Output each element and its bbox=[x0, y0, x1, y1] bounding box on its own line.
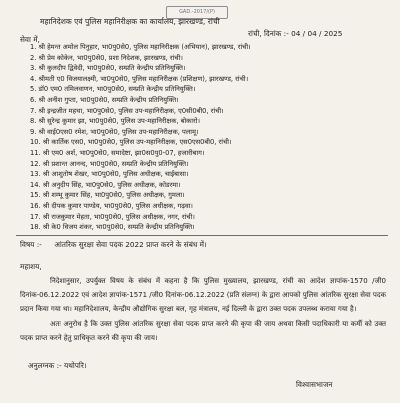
body-paragraph-2: अतः अनुरोध है कि उक्त पुलिस आंतरिक सुरक्षा सेवा पदक प्राप्त करने की कृपा की जाय अथवा किसी पदाधिकारी या कर्मी को उक्त पदक प्राप्त करने हेतु प्राधिकृत करने की कृपा की जाय। bbox=[20, 319, 386, 342]
recipient-item: 4. श्रीमती ए0 विजयालक्ष्मी, भा0पु0से0, पुलिस महानिरीक्षक (प्रशिक्षण), झारखण्ड, रांची। bbox=[30, 74, 249, 83]
recipient-item: 14. श्री अनुदीप सिंह, भा0पु0से0, पुलिस अधीक्षक, कोडरमा। bbox=[30, 180, 181, 189]
recipient-item: 17. श्री राजकुमार मेहता, भा0पु0से0, पुलिस अधीक्षक, नगर, रांची। bbox=[30, 212, 195, 221]
letter-body bbox=[20, 274, 386, 345]
subject-text: आंतरिक सुरक्षा सेवा पदक 2022 प्राप्त करने के संबंध में। bbox=[54, 240, 207, 249]
greeting: महाशय, bbox=[20, 262, 42, 271]
recipient-item: 13. श्री आशुतोष शेखर, भा0पु0से0, पुलिस अधीक्षक, चाईबासा। bbox=[30, 170, 189, 179]
recipient-item: 8. श्री सुरेन्द्र कुमार झा, भा0पु0से0, पुलिस उप-महानिरीक्षक, बोकारो। bbox=[30, 117, 201, 126]
recipient-item: 10. श्री कार्तिक एस0, भा0पु0से0, पुलिस उप-महानिरीक्षक, एस0एस0बी0, रांची। bbox=[30, 138, 232, 147]
recipient-item: 3. श्री कुलदीप द्विवेदी, भा0पु0से0, सम्प्रति केन्द्रीय प्रतिनियुक्ति। bbox=[30, 64, 186, 73]
recipient-item: 2. श्री प्रेम कोकेन, भा0पु0से0, प्रशा निदेशक, झारखण्ड, रांची। bbox=[30, 53, 183, 62]
signoff: विश्वासभाजन bbox=[296, 380, 333, 389]
subject-line bbox=[20, 240, 207, 250]
divider bbox=[16, 235, 388, 236]
recipient-item: 6. श्री अनीश गुप्ता, भा0पु0से0, सम्प्रति केन्द्रीय प्रतिनियुक्ति। bbox=[30, 95, 179, 104]
recipient-item: 9. श्री वाई0एस0 रमेश, भा0पु0से0, पुलिस उप-महानिरीक्षक, पलामू। bbox=[30, 127, 199, 136]
recipient-item: 16. श्री दीपक कुमार पाण्डेय, भा0पु0से0, पुलिस अधीक्षक, गढ़वा। bbox=[30, 201, 193, 210]
recipient-item: 5. डॉ0 एम0 तमिलवाणन, भा0पु0से0, सम्प्रति केन्द्रीय प्रतिनियुक्ति। bbox=[30, 85, 196, 94]
recipient-item: 11. श्री एम0 अर्श, भा0पु0से0, समादेष्टा, झा0स0पु0-07, हजारीबाग। bbox=[30, 148, 205, 157]
body-paragraph-1: निदेशानुसार, उपर्युक्त विषय के संबंध में कहना है कि पुलिस मुख्यालय, झारखण्ड, रांची का आदेश ज्ञापांक-1570 /जी0 दिनांक-06.12.2022 एवं आदेश ज्ञापांक-1571 /जी0 दिनांक-06.12.2022 (प्रति संलग्न) के द्वारा आपको पुलिस आंतरिक सुरक्षा सेवा पदक प्रदान किया गया था। महानिदेशालय, केन्द्रीय औद्योगिक सुरक्षा बल, गृह मंत्रालय, नई दिल्ली के द्वारा उक्त पदक उपलब्ध कराया गया है। bbox=[20, 277, 386, 314]
office-title: महानिदेशक एवं पुलिस महानिरीक्षक का कार्यालय, झारखण्ड, रांची bbox=[40, 17, 220, 26]
salutation-to: सेवा में, bbox=[20, 35, 40, 44]
enclosure-note: अनुलग्नक :- यथोपरि। bbox=[28, 361, 87, 370]
recipient-item: 12. श्री प्रशान्त आनन्द, भा0पु0से0, सम्प्रति केन्द्रीय प्रतिनियुक्ति। bbox=[30, 159, 189, 168]
recipient-item: 1. श्री हेमन्त अमोल पिनुहार, भा0पु0से0, पुलिस महानिरीक्षक (अभियान), झारखण्ड, रांची। bbox=[30, 43, 251, 51]
subject-label: विषय :- bbox=[20, 240, 42, 249]
recipient-item: 15. श्री शम्भू कुमार सिंह, भा0पु0से0, पुलिस अधीक्षक, गुमला। bbox=[30, 191, 185, 200]
stamp-line-1: GAD.-2017/(P) bbox=[179, 9, 215, 15]
letter-date: रांची, दिनांक :- 04 / 04 / 2025 bbox=[248, 29, 343, 38]
recipient-list bbox=[30, 42, 251, 233]
recipient-item: 18. श्री के0 विजय शंकर, भा0पु0से0, सम्प्रति केन्द्रीय प्रतिनियुक्ति। bbox=[30, 223, 195, 232]
recipient-item: 7. श्री इन्द्रजीत महथा, भा0पु0से0, पुलिस उप-महानिरीक्षक, ए0सी0बी0, रांची। bbox=[30, 106, 224, 115]
